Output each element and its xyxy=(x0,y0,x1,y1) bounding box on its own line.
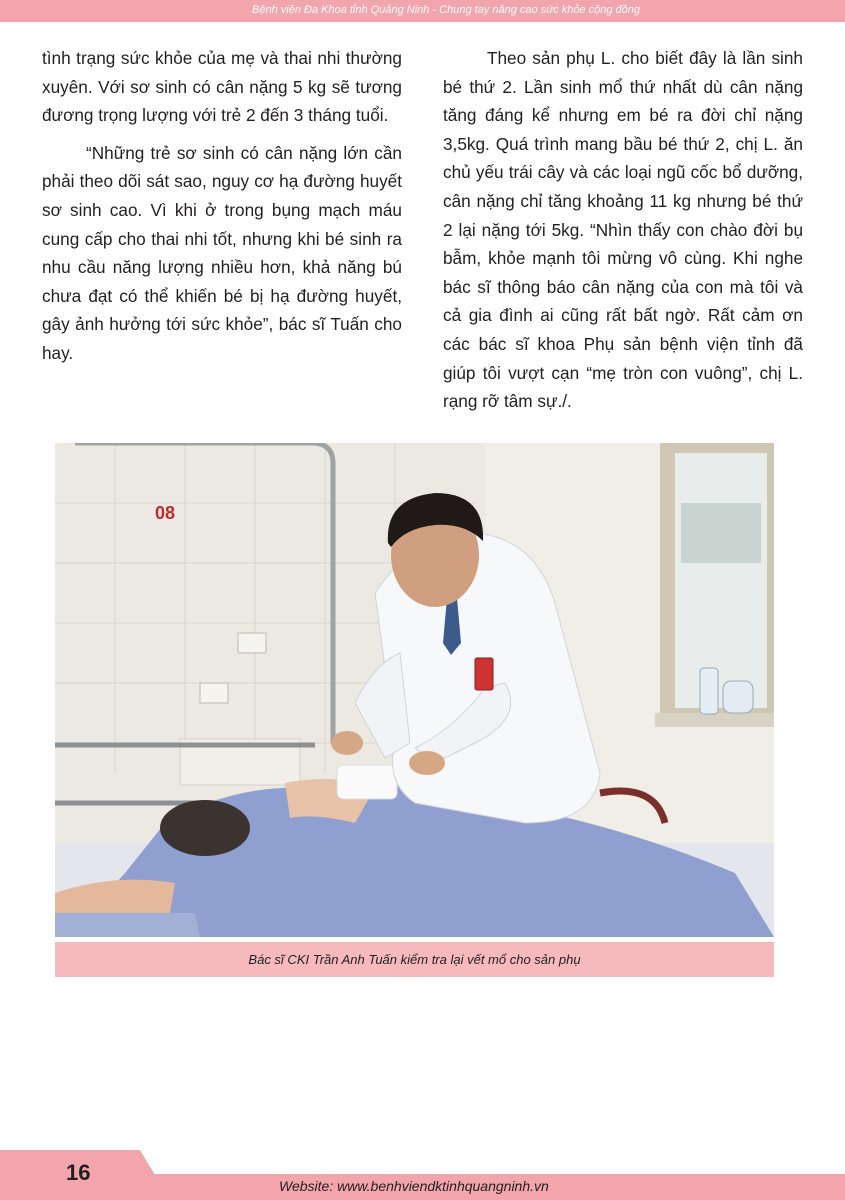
header-text: Bệnh viện Đa Khoa tỉnh Quảng Ninh - Chung tay nâng cao sức khỏe cộng đồng xyxy=(252,4,640,16)
article-column-left xyxy=(42,44,402,377)
article-paragraph: Theo sản phụ L. cho biết đây là lần sinh bé thứ 2. Lần sinh mổ thứ nhất dù cân nặng tăng đáng kể nhưng em bé ra đời chỉ nặng 3,5kg. Quá trình mang bầu bé thứ 2, chị L. ăn chủ yếu trái cây và các loại ngũ cốc bổ dưỡng, cân nặng chỉ tăng khoảng 11 kg nhưng bé thứ 2 lại nặng tới 5kg. “Nhìn thấy con chào đời bụ bẫm, khỏe mạnh tôi mừng vô cùng. Khi nghe bác sĩ thông báo cân nặng của con mà tôi và cả gia đình ai cũng rất bất ngờ. Rất cảm ơn các bác sĩ khoa Phụ sản bệnh viện tỉnh đã giúp tôi vượt cạn “mẹ tròn con vuông”, chị L. rạng rỡ tâm sự./. xyxy=(443,48,803,412)
header-bar xyxy=(0,0,845,22)
footer-website: Website: www.benhviendktinhquangninh.vn xyxy=(279,1178,549,1194)
article-column-right xyxy=(443,44,803,425)
article-paragraph: “Những trẻ sơ sinh có cân nặng lớn cần phải theo dõi sát sao, nguy cơ hạ đường huyết sơ sinh cao. Vì khi ở trong bụng mạch máu cung cấp cho thai nhi tốt, nhưng khi bé sinh ra nhu cầu năng lượng nhiều hơn, khả năng bú chưa đạt có thể khiến bé bị hạ đường huyết, gây ảnh hưởng tới sức khỏe”, bác sĩ Tuấn cho hay. xyxy=(42,142,402,363)
page-number: 16 xyxy=(66,1160,91,1185)
article-photo xyxy=(55,443,774,937)
header-divider xyxy=(0,22,845,24)
room-number-label: 08 xyxy=(155,503,176,523)
photo-caption: Bác sĩ CKI Trần Anh Tuấn kiểm tra lại vết mổ cho sản phụ xyxy=(55,942,774,977)
article-paragraph: tình trạng sức khỏe của mẹ và thai nhi thường xuyên. Với sơ sinh có cân nặng 5 kg sẽ tương đương trọng lượng với trẻ 2 đến 3 tháng tuổi. xyxy=(42,48,402,126)
